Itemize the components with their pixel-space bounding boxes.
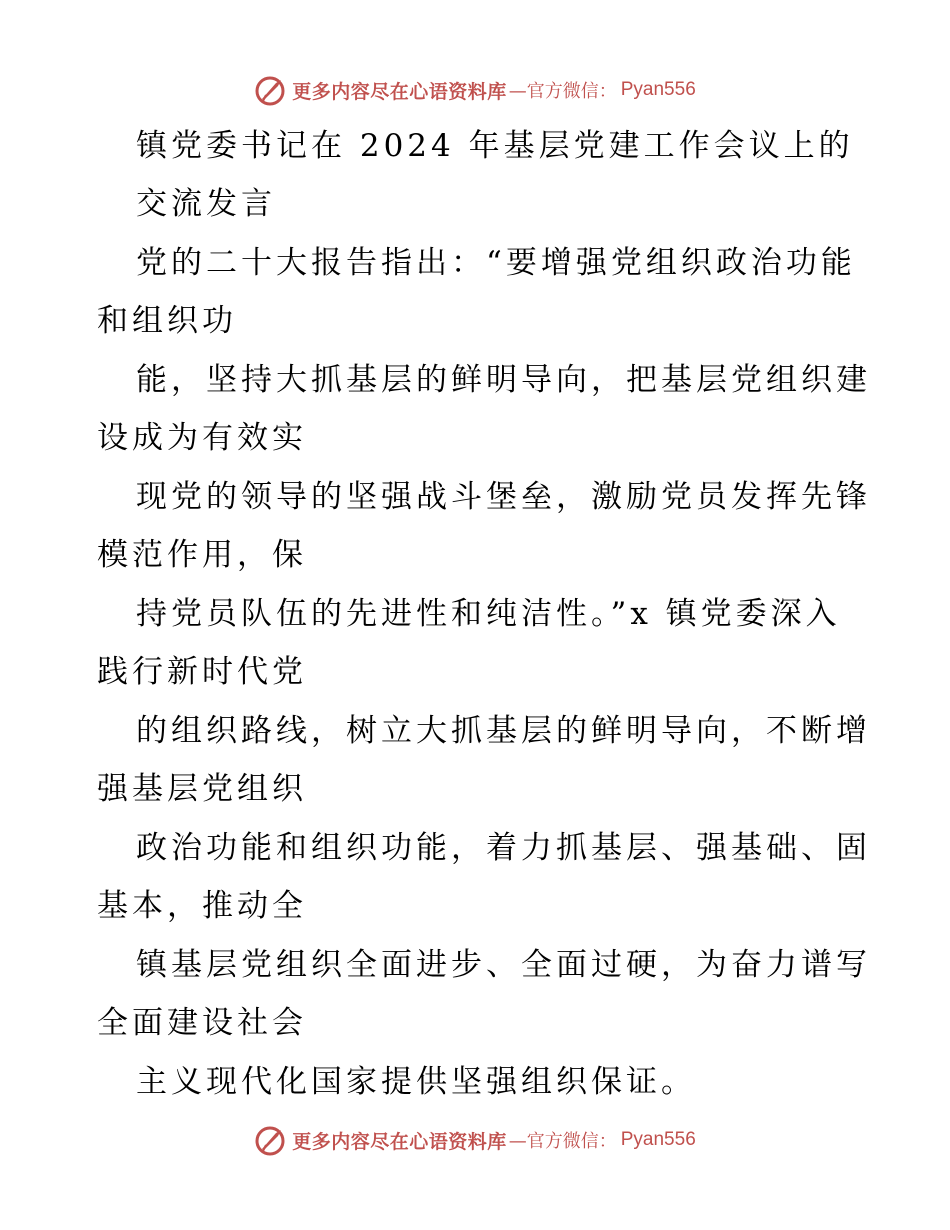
paragraph-line: 政治功能和组织功能，着力抓基层、强基础、固	[136, 830, 871, 866]
paragraph-line: 模范作用，保	[97, 537, 307, 573]
paragraph-line: 镇基层党组织全面进步、全面过硬，为奋力谱写	[136, 947, 871, 983]
watermark-text: 更多内容尽在心语资料库	[292, 1130, 507, 1153]
paragraph-line: 全面建设社会	[97, 1005, 307, 1041]
watermark-subtext: —官方微信：	[508, 1131, 617, 1152]
paragraph-line: 的组织路线，树立大抓基层的鲜明导向，不断增	[136, 713, 871, 749]
quill-logo-icon	[254, 73, 288, 107]
paragraph-line: 持党员队伍的先进性和纯洁性。”x 镇党委深入	[136, 596, 841, 632]
watermark-wechat-id: Pyan556	[620, 79, 696, 100]
quill-logo-icon	[254, 1123, 288, 1157]
watermark-text: 更多内容尽在心语资料库	[292, 80, 507, 103]
paragraph-line: 能，坚持大抓基层的鲜明导向，把基层党组织建	[136, 362, 871, 398]
watermark-banner-top	[0, 70, 950, 110]
paragraph-line: 强基层党组织	[97, 771, 307, 807]
watermark-wechat-id: Pyan556	[620, 1129, 696, 1150]
watermark-banner-bottom	[0, 1120, 950, 1160]
paragraph-line: 和组织功	[97, 303, 237, 339]
paragraph-line: 践行新时代党	[97, 654, 307, 690]
watermark-subtext: —官方微信：	[508, 81, 617, 102]
paragraph-line: 基本，推动全	[97, 888, 307, 924]
paragraph-line: 主义现代化国家提供坚强组织保证。	[136, 1064, 696, 1100]
paragraph-line: 党的二十大报告指出：“要增强党组织政治功能	[136, 245, 856, 281]
document-title-line: 交流发言	[136, 186, 276, 222]
paragraph-line: 设成为有效实	[97, 420, 307, 456]
paragraph-line: 现党的领导的坚强战斗堡垒，激励党员发挥先锋	[136, 479, 871, 515]
document-title-line: 镇党委书记在 2024 年基层党建工作会议上的	[136, 128, 854, 164]
